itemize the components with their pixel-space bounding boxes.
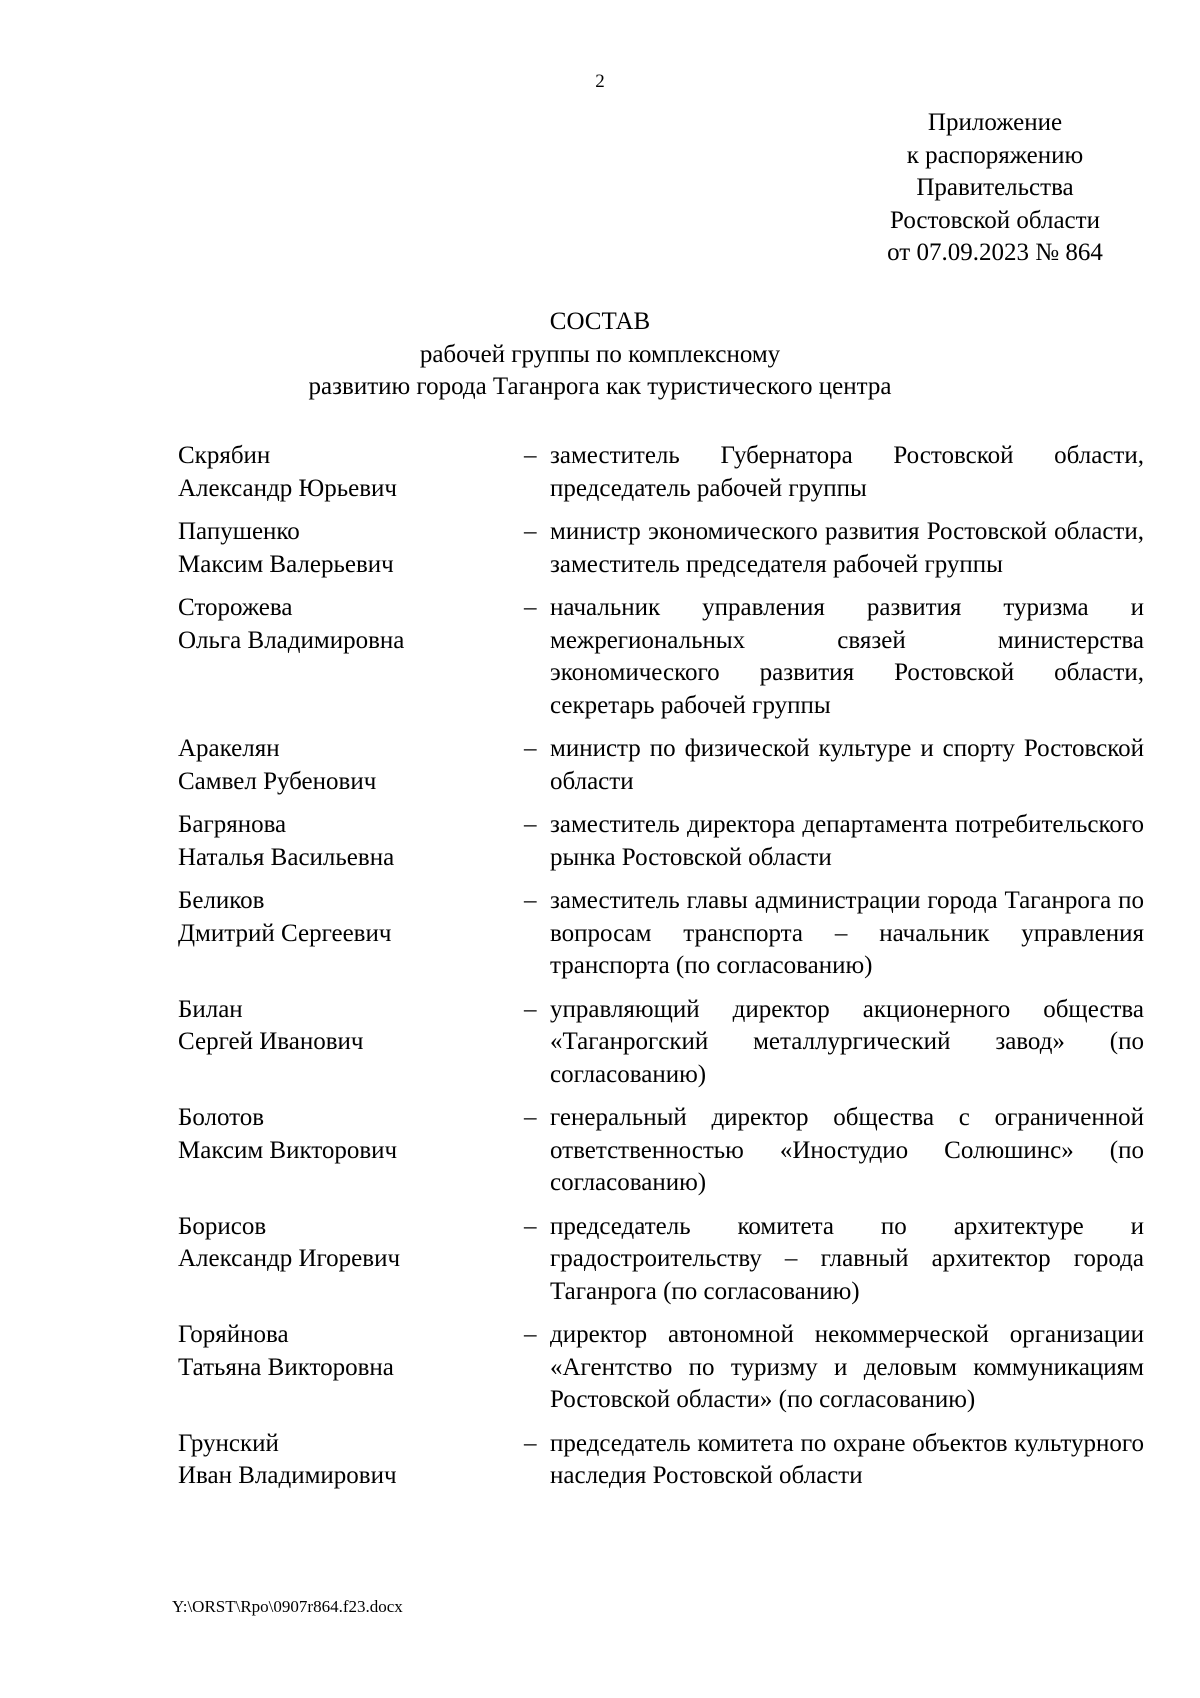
member-given-names: Александр Игоревич	[178, 1245, 401, 1272]
member-name	[178, 1319, 524, 1417]
dash-separator: –	[524, 518, 537, 545]
dash-separator: –	[524, 1104, 537, 1131]
member-given-names: Сергей Иванович	[178, 1028, 364, 1055]
dash-separator: –	[524, 735, 537, 762]
member-role: директор автономной некоммерческой организации «Агентство по туризму и деловым коммуникациям Ростовской области» (по согласованию)	[550, 1321, 1144, 1413]
member-role: заместитель Губернатора Ростовской области, председатель рабочей группы	[550, 442, 1144, 502]
member-surname: Горяйнова	[178, 1321, 289, 1348]
appendix-line: к распоряжению	[906, 141, 1084, 169]
member-name	[178, 1211, 524, 1309]
member-name	[178, 516, 524, 581]
dash-separator: –	[524, 1429, 537, 1457]
member-given-names: Иван Владимирович	[178, 1462, 397, 1489]
member-role: генеральный директор общества с ограниченной ответственностью «Иностудио Солюшинс» (по согласованию)	[550, 1104, 1144, 1196]
title-subtitle-line: развитию города Таганрога как туристического центра	[308, 373, 892, 400]
member-given-names: Дмитрий Сергеевич	[178, 919, 392, 947]
member-row	[178, 1428, 1144, 1493]
member-given-names: Максим Викторович	[178, 1136, 398, 1164]
member-row	[178, 885, 1144, 983]
member-row	[178, 592, 1144, 722]
member-role: министр экономического развития Ростовской области, заместитель председателя рабочей группы	[550, 518, 1144, 578]
member-name	[178, 592, 524, 722]
footer-file-path: Y:\ORST\Rpo\0907r864.f23.docx	[172, 1597, 403, 1616]
member-surname: Беликов	[178, 887, 265, 914]
member-surname: Папушенко	[178, 518, 300, 545]
member-surname: Скрябин	[178, 442, 271, 469]
member-row	[178, 1319, 1144, 1417]
member-surname: Аракелян	[178, 735, 280, 762]
member-given-names: Максим Валерьевич	[178, 550, 394, 578]
member-surname: Борисов	[178, 1212, 267, 1240]
member-given-names: Самвел Рубенович	[178, 767, 377, 795]
dash-separator: –	[524, 811, 537, 838]
member-given-names: Наталья Васильевна	[178, 843, 395, 871]
member-name	[178, 809, 524, 874]
member-surname: Багрянова	[178, 811, 287, 838]
dash-separator: –	[524, 995, 537, 1023]
member-surname: Билан	[178, 995, 243, 1023]
dash-separator: –	[524, 442, 537, 469]
member-role: управляющий директор акционерного общества «Таганрогский металлургический завод» (по согласованию)	[550, 995, 1144, 1088]
member-given-names: Ольга Владимировна	[178, 626, 405, 654]
member-row	[178, 809, 1144, 874]
dash-separator: –	[524, 594, 537, 621]
member-row	[178, 1102, 1144, 1200]
appendix-line: от 07.09.2023 № 864	[887, 239, 1103, 266]
document-title	[0, 306, 1200, 404]
appendix-header	[840, 107, 1150, 270]
member-row	[178, 994, 1144, 1092]
member-row	[178, 1211, 1144, 1309]
dash-separator: –	[524, 1212, 537, 1240]
member-role: министр по физической культуре и спорту Ростовской области	[550, 735, 1144, 795]
member-name	[178, 733, 524, 798]
member-role: заместитель директора департамента потребительского рынка Ростовской области	[550, 811, 1144, 871]
appendix-line: Правительства	[916, 174, 1074, 201]
page-number: 2	[595, 71, 605, 92]
member-surname: Сторожева	[178, 594, 293, 621]
member-name	[178, 1428, 524, 1493]
member-name	[178, 994, 524, 1092]
member-role: председатель комитета по охране объектов культурного наследия Ростовской области	[550, 1429, 1144, 1489]
member-role: председатель комитета по архитектуре и градостроительству – главный архитектор города Таганрога (по согласованию)	[550, 1212, 1144, 1305]
title-subtitle-line: рабочей группы по комплексному	[419, 340, 781, 368]
member-role: заместитель главы администрации города Таганрога по вопросам транспорта – начальник управления транспорта (по согласованию)	[550, 887, 1144, 979]
member-name	[178, 885, 524, 983]
member-name	[178, 440, 524, 505]
appendix-line: Приложение	[927, 109, 1063, 136]
member-name	[178, 1102, 524, 1200]
title-heading: СОСТАВ	[549, 308, 651, 335]
member-role: начальник управления развития туризма и межрегиональных связей министерства экономического развития Ростовской области, секретарь рабочей группы	[550, 594, 1144, 719]
member-row	[178, 516, 1144, 581]
member-given-names: Александр Юрьевич	[178, 474, 397, 502]
member-surname: Грунский	[178, 1429, 279, 1457]
member-surname: Болотов	[178, 1104, 265, 1131]
dash-separator: –	[524, 1321, 537, 1348]
members-list	[178, 440, 1144, 1504]
appendix-line: Ростовской области	[890, 206, 1100, 234]
member-row	[178, 440, 1144, 505]
member-row	[178, 733, 1144, 798]
member-given-names: Татьяна Викторовна	[178, 1353, 394, 1381]
dash-separator: –	[524, 887, 537, 914]
